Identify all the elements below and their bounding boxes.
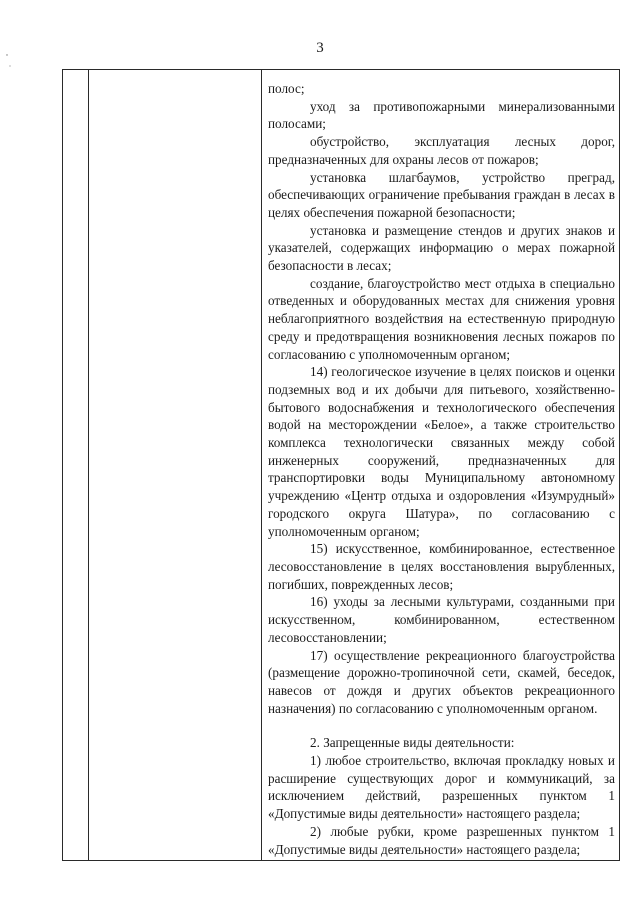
page-number: 3: [316, 40, 324, 56]
paragraph-barriers: установка шлагбаумов, устройство преград, обеспечивающих ограничение пребывания граждан в лесах в целях обеспечения пожарной безопасности;: [268, 169, 615, 220]
paragraph-item-17: 17) осуществление рекреационного благоустройства (размещение дорожно-тропиночной сети, скамей, беседок, навесов от дождя и других объектов рекреационного назначения) по согласованию с уполномоченным органом.: [268, 647, 615, 716]
scan-specks: [4, 52, 18, 72]
paragraph-mineralized-strips: уход за противопожарными минерализованными полосами;: [268, 98, 615, 132]
prohibited-item-2: 2) любые рубки, кроме разрешенных пунктом 1 «Допустимые виды деятельности» настоящего раздела;: [268, 823, 615, 857]
paragraph-polos: полос;: [268, 81, 305, 96]
paragraph-rest-places: создание, благоустройство мест отдыха в специально отведенных и оборудованных местах для снижения уровня неблагоприятного воздействия на естественную природную среду и предотвращения возникновения лесных пожаров по согласованию с уполномоченным органом;: [268, 275, 615, 362]
paragraph-item-15: 15) искусственное, комбинированное, естественное лесовосстановление в целях восстановления вырубленных, погибших, поврежденных лесов;: [268, 541, 615, 592]
prohibited-item-1: 1) любое строительство, включая прокладку новых и расширение существующих дорог и коммуникаций, за исключением действий, разрешенных пунктом 1 «Допустимые виды деятельности» настоящего раздела;: [268, 753, 615, 822]
table-column-divider: [261, 70, 262, 860]
section-heading: 2. Запрещенные виды деятельности:: [310, 735, 515, 751]
table-text-cell: [268, 80, 615, 858]
table-column-divider: [88, 70, 89, 860]
document-table: [62, 69, 620, 861]
paragraph-item-14: 14) геологическое изучение в целях поисков и оценки подземных вод и их добычи для питьевого, хозяйственно-бытового водоснабжения и технологического обеспечения водой на месторождении «Белое», а также строительство комплекса технологически связанных между собой инженерных сооружений, предназначенных для транспортировки воды Муниципальному автономному учреждению «Центр отдыха и оздоровления «Изумрудный» городского округа Шатура», по согласованию с уполномоченным органом;: [268, 364, 615, 539]
paragraph-item-16: 16) уходы за лесными культурами, созданными при искусственном, комбинированном, естественном лесовосстановлении;: [268, 594, 615, 645]
paragraph-forest-roads: обустройство, эксплуатация лесных дорог, предназначенных для охраны лесов от пожаров;: [268, 134, 615, 167]
paragraph-signs: установка и размещение стендов и других знаков и указателей, содержащих информацию о мерах пожарной безопасности в лесах;: [268, 222, 615, 274]
